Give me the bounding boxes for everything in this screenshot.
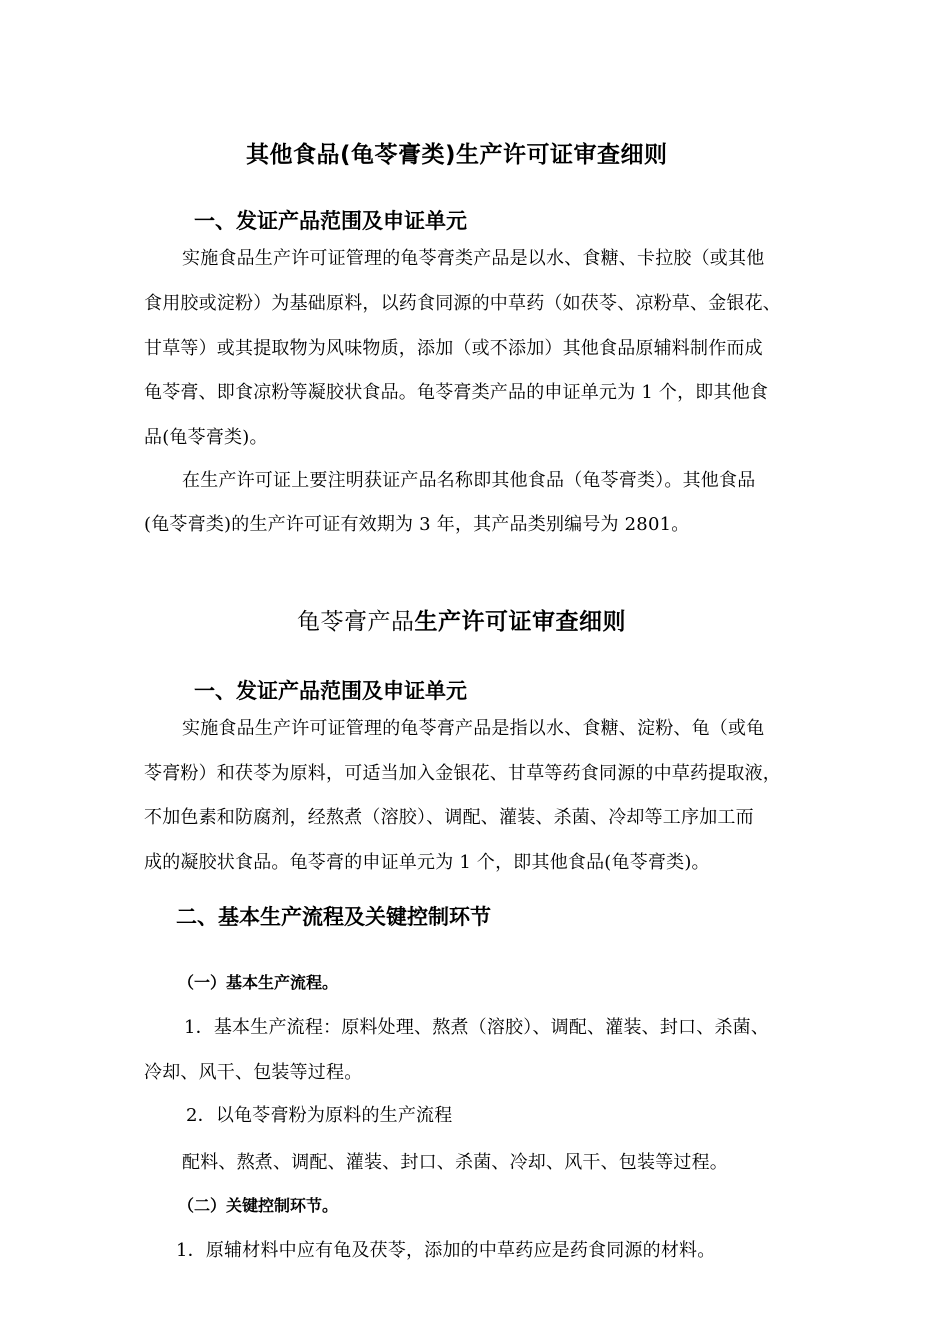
paragraph-line: 龟苓膏、即食凉粉等凝胶状食品。龟苓膏类产品的申证单元为 1 个，即其他食 xyxy=(144,382,769,403)
document-title xyxy=(297,607,626,637)
paragraph-line: (龟苓膏类)的生产许可证有效期为 3 年，其产品类别编号为 2801。 xyxy=(144,514,690,535)
paragraph-line: 食用胶或淀粉）为基础原料，以药食同源的中草药（如茯苓、凉粉草、金银花、 xyxy=(144,293,781,314)
list-item: 1．基本生产流程：原料处理、熬煮（溶胶）、调配、灌装、封口、杀菌、 xyxy=(184,1017,770,1038)
section-heading: 一、发证产品范围及申证单元 xyxy=(194,679,467,703)
paragraph-line: 在生产许可证上要注明获证产品名称即其他食品（龟苓膏类）。其他食品 xyxy=(182,470,756,491)
section-heading: 一、发证产品范围及申证单元 xyxy=(194,209,467,233)
list-item: 冷却、风干、包装等过程。 xyxy=(144,1062,363,1083)
subsection-heading: （二）关键控制环节。 xyxy=(178,1196,339,1215)
subsection-heading: （一）基本生产流程。 xyxy=(178,973,339,992)
paragraph-line: 甘草等）或其提取物为风味物质，添加（或不添加）其他食品原辅料制作而成 xyxy=(144,338,763,359)
title-part: 生产许可证审查细则 xyxy=(414,609,626,635)
list-item: 2．以龟苓膏粉为原料的生产流程 xyxy=(186,1105,453,1126)
paragraph-line: 实施食品生产许可证管理的龟苓膏产品是指以水、食糖、淀粉、龟（或龟 xyxy=(182,718,765,739)
section-heading: 二、基本生产流程及关键控制环节 xyxy=(176,905,491,929)
title-part: 龟苓膏产品 xyxy=(297,609,415,635)
paragraph-line: 不加色素和防腐剂，经熬煮（溶胶）、调配、灌装、杀菌、冷却等工序加工而 xyxy=(144,807,754,828)
paragraph-line: 品(龟苓膏类)。 xyxy=(144,427,268,448)
paragraph-line: 苓膏粉）和茯苓为原料，可适当加入金银花、甘草等药食同源的中草药提取液， xyxy=(144,763,781,784)
list-item: 1．原辅材料中应有龟及茯苓，添加的中草药应是药食同源的材料。 xyxy=(176,1240,716,1261)
list-item: 配料、熬煮、调配、灌装、封口、杀菌、冷却、风干、包装等过程。 xyxy=(182,1152,728,1173)
document-title: 其他食品(龟苓膏类)生产许可证审查细则 xyxy=(246,142,668,168)
paragraph-line: 成的凝胶状食品。龟苓膏的申证单元为 1 个，即其他食品(龟苓膏类)。 xyxy=(144,852,710,873)
paragraph-line: 实施食品生产许可证管理的龟苓膏类产品是以水、食糖、卡拉胶（或其他 xyxy=(182,248,765,269)
